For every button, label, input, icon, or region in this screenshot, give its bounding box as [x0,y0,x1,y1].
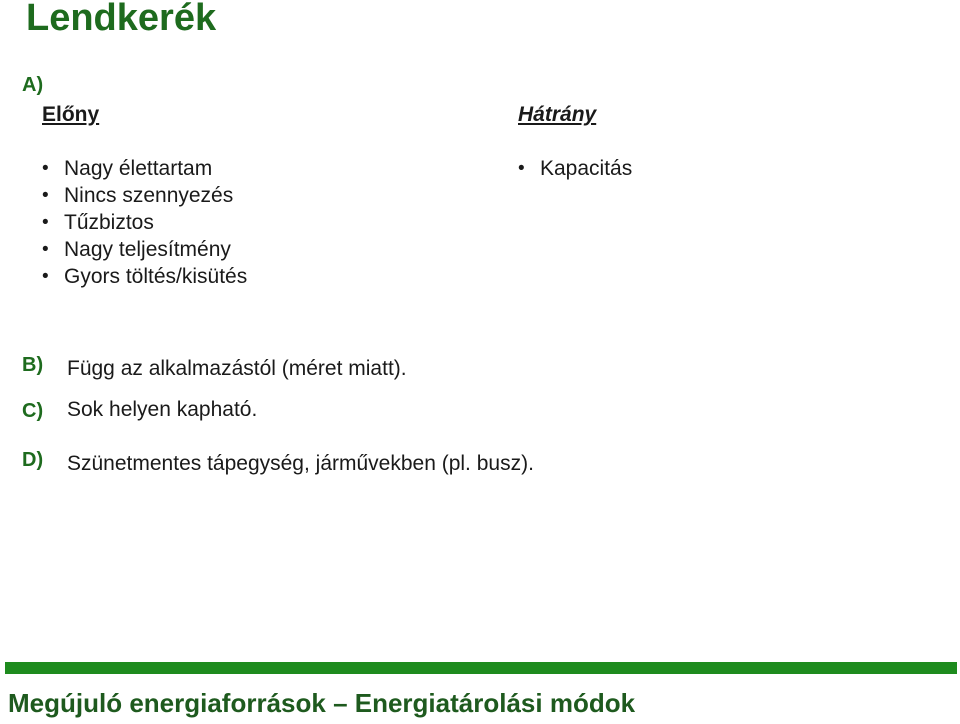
list-item: • Gyors töltés/kisütés [40,263,247,290]
list-item: • Kapacitás [516,155,632,182]
list-item: • Tűzbiztos [40,209,247,236]
answer-d-text: Szünetmentes tápegység, járművekben (pl. busz). [67,452,534,475]
answer-d-marker: D) [22,449,44,471]
answer-c-marker: C) [22,400,44,422]
disadvantages-heading: Hátrány [518,103,597,126]
list-item: • Nagy élettartam [40,155,247,182]
answer-b-marker: B) [22,354,44,376]
section-a-marker: A) [22,74,44,96]
answer-c-text: Sok helyen kapható. [67,398,258,421]
page-title: Lendkerék [26,0,217,39]
advantages-list [40,155,247,290]
footer-divider [5,662,957,674]
list-item: • Nagy teljesítmény [40,236,247,263]
answer-b-text: Függ az alkalmazástól (méret miatt). [67,357,407,380]
footer-title: Megújuló energiaforrások – Energiatárolási módok [8,688,636,718]
advantages-heading: Előny [42,103,100,126]
list-item: • Nincs szennyezés [40,182,247,209]
disadvantages-list [516,155,632,182]
